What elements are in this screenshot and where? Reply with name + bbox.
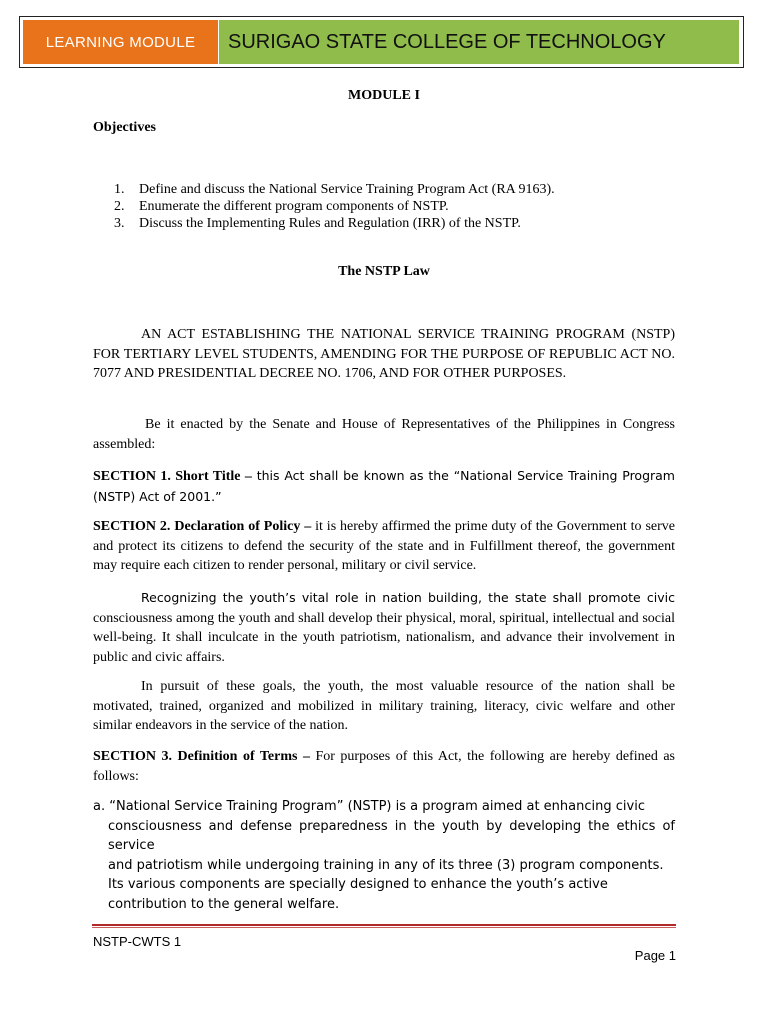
section-2-text: it is hereby affirmed the prime duty of the Government to serve and protect its citizens to defend the security of the state and in Fulfillment thereof, the government may require each citizen to render personal, military or civil service. [93,519,675,573]
objectives-heading: Objectives [93,120,156,135]
objectives-list [114,181,674,232]
section-1-heading: Short Title – [175,469,252,484]
list-item: 1. Define and discuss the National Service Training Program Act (RA 9163). [114,182,555,197]
definition-line: contribution to the general welfare. [108,896,340,912]
section-3-heading: Definition of Terms – [177,749,310,764]
definition-line: consciousness and defense preparedness in the youth by developing the ethics of service [108,818,675,853]
section-1-label: SECTION 1 [93,469,168,484]
footer-divider-secondary [92,927,676,928]
section-2-heading: Declaration of Policy – [174,519,312,534]
enacted-paragraph: Be it enacted by the Senate and House of Representatives of the Philippines in Congress assembled: [93,417,675,452]
section-1: SECTION 1. Short Title – this Act shall be known as the “National Service Training Program (NSTP) Act of 2001.” [93,468,675,504]
list-item: 2. Enumerate the different program components of NSTP. [114,199,449,214]
recognizing-paragraph [93,588,675,667]
footer-course-code: NSTP-CWTS 1 [93,934,182,949]
page-number: Page 1 [634,948,676,963]
section-1-text: this Act shall be known as the “National Service Training Program (NSTP) Act of 2001.” [93,468,675,504]
section-3: SECTION 3. Definition of Terms – For purposes of this Act, the following are hereby defined as follows: [93,749,675,784]
definition-line: a. “National Service Training Program” (NSTP) is a program aimed at enhancing civic [93,799,645,814]
law-title: The NSTP Law [338,264,430,279]
module-title: MODULE I [348,88,420,103]
recognizing-lead: Recognizing the youth’s vital role in nation building, the state shall promote civic [141,590,675,605]
learning-module-label: LEARNING MODULE [23,20,218,64]
act-paragraph: AN ACT ESTABLISHING THE NATIONAL SERVICE TRAINING PROGRAM (NSTP) FOR TERTIARY LEVEL STUDENTS, AMENDING FOR THE PURPOSE OF REPUBLIC ACT NO. 7077 AND PRESIDENTIAL DECREE NO. 1706, AND FOR OTHER PURPOSES. [93,327,675,381]
recognizing-rest: consciousness among the youth and shall develop their physical, moral, spiritual, intellectual and social well-being. It shall inculcate in the youth patriotism, nationalism, and advance their involvement in public and civic affairs. [93,610,675,665]
list-item: 3. Discuss the Implementing Rules and Regulation (IRR) of the NSTP. [114,216,521,231]
pursuit-paragraph: In pursuit of these goals, the youth, the most valuable resource of the nation shall be motivated, trained, organized and mobilized in military training, literacy, civic welfare and other similar endeavors in the service of the nation. [93,679,675,733]
definition-line: Its various components are specially designed to enhance the youth’s active [108,877,608,892]
module-header [19,16,744,68]
section-3-label: SECTION 3 [93,749,169,764]
college-title: SURIGAO STATE COLLEGE OF TECHNOLOGY [219,20,739,64]
section-2: SECTION 2. Declaration of Policy – it is hereby affirmed the prime duty of the Government to serve and protect its citizens to defend the security of the state and in Fulfillment thereof, the government may require each citizen to render personal, military or civil service. [93,519,675,573]
section-2-label: SECTION 2 [93,519,167,534]
section-3-text: For purposes of this Act, the following are hereby defined as follows: [93,749,675,784]
definition-a [93,797,675,914]
footer-divider [92,924,676,926]
definition-line: and patriotism while undergoing training in any of its three (3) program components. [108,857,664,873]
